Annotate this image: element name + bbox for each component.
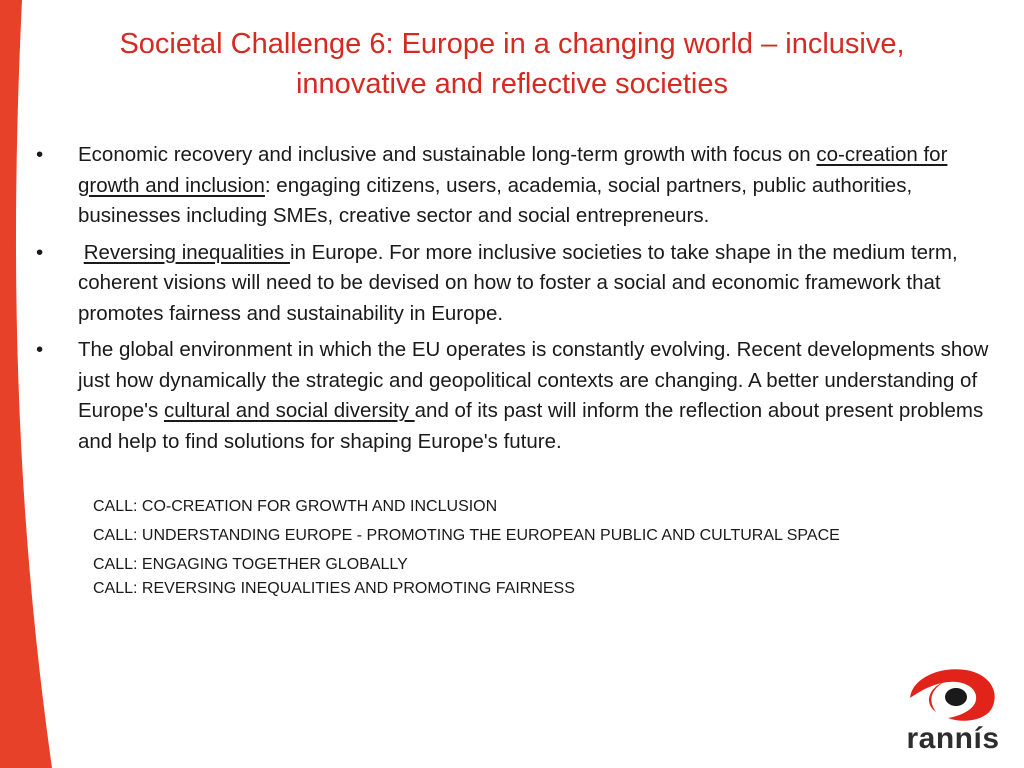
bullet-3-text-start: The global environment in which the EU operates is constantly evolving. Recent developments show just how dynamically the strategic and geopolitical contexts are changing. A better understanding of Europe's [78, 338, 989, 422]
rannis-logo-text: rannís [906, 722, 1000, 755]
bullet-1-text-end: : engaging citizens, users, academia, social partners, public authorities, businesses including SMEs, creative sector and social entrepreneurs. [78, 173, 913, 227]
call-item: CALL: REVERSING INEQUALITIES AND PROMOTING FAIRNESS [93, 580, 575, 597]
bullet-marker: • [36, 143, 44, 166]
cultural-diversity-link[interactable]: cultural and social diversity [163, 399, 415, 422]
page-title [80, 24, 944, 104]
title-line-2: innovative and reflective societies [295, 68, 728, 100]
bullet-3-text-end: and of its past will inform the reflection about present problems and help to find solutions for shaping Europe's future. [78, 399, 984, 453]
call-item: CALL: ENGAGING TOGETHER GLOBALLY [93, 556, 408, 573]
title-line-1: Societal Challenge 6: Europe in a changing world – inclusive, [119, 28, 905, 60]
bullet-1-text-start: Economic recovery and inclusive and sustainable long-term growth with focus on [78, 143, 817, 166]
bullet-marker: • [36, 338, 44, 361]
calls-list [93, 495, 973, 601]
bullet-item-global-environment [36, 335, 996, 457]
co-creation-link[interactable]: co-creation for growth and inclusion [78, 143, 948, 197]
bullet-list [36, 140, 996, 463]
bullet-marker: • [36, 240, 44, 264]
bullet-item-growth [36, 140, 996, 232]
call-item: CALL: UNDERSTANDING EUROPE - PROMOTING THE EUROPEAN PUBLIC AND CULTURAL SPACE [93, 527, 840, 544]
reversing-inequalities-link[interactable]: Reversing inequalities [83, 240, 290, 264]
bullet-2-text-end: in Europe. For more inclusive societies to take shape in the medium term, coherent visions will need to be devised on how to foster a social and economic framework that promotes fairness and sustainability in Europe. [78, 240, 958, 325]
bullet-item-inequalities [36, 238, 996, 330]
call-item: CALL: CO-CREATION FOR GROWTH AND INCLUSION [93, 498, 498, 515]
